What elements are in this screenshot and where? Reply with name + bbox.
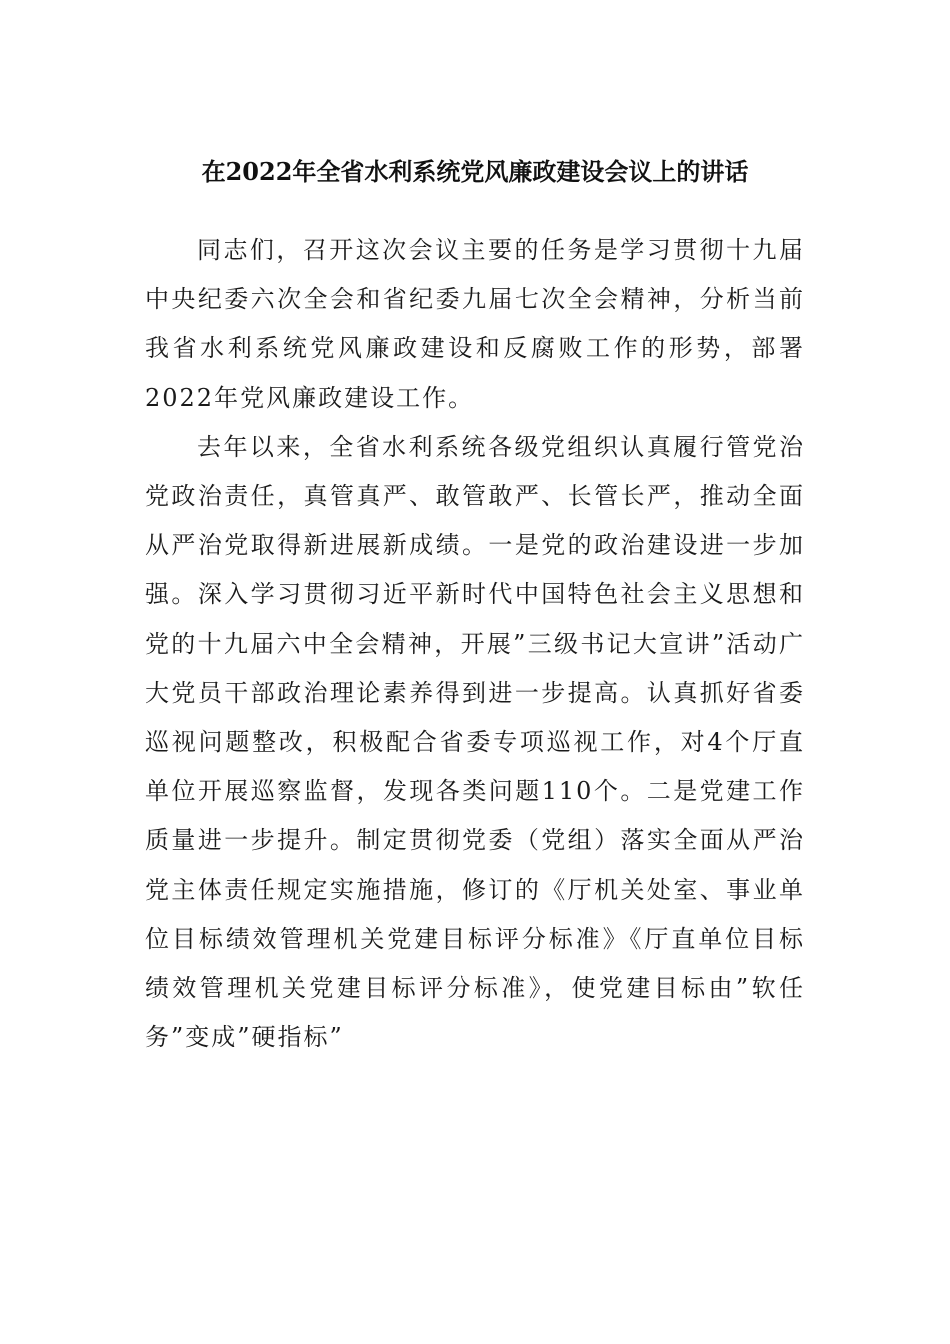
- paragraph: 同志们，召开这次会议主要的任务是学习贯彻十九届中央纪委六次全会和省纪委九届七次全会精神，分析当前我省水利系统党风廉政建设和反腐败工作的形势，部署2022年党风廉政建设工作。: [145, 236, 805, 412]
- paragraph: 去年以来，全省水利系统各级党组织认真履行管党治党政治责任，真管真严、敢管敢严、长管长严，推动全面从严治党取得新进展新成绩。一是党的政治建设进一步加强。深入学习贯彻习近平新时代中国特色社会主义思想和党的十九届六中全会精神，开展”三级书记大宣讲”活动广大党员干部政治理论素养得到进一步提高。认真抓好省委巡视问题整改，积极配合省委专项巡视工作，对4个厅直单位开展巡察监督，发现各类问题110个。二是党建工作质量进一步提升。制定贯彻党委（党组）落实全面从严治党主体责任规定实施措施，修订的《厅机关处室、事业单位目标绩效管理机关党建目标评分标准》《厅直单位目标绩效管理机关党建目标评分标准》，使党建目标由”软任务”变成”硬指标”: [145, 432, 805, 1052]
- document-title: 在2022年全省水利系统党风廉政建设会议上的讲话: [201, 157, 749, 186]
- document-body: [145, 226, 805, 1062]
